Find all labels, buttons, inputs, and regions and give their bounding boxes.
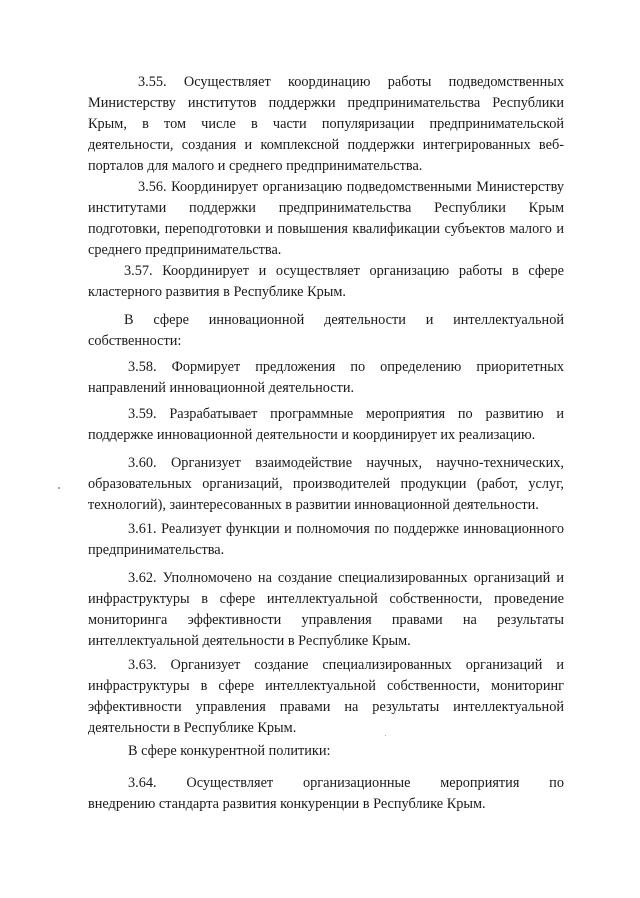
text-line: Министерству институтов поддержки предпринимательства Республики <box>88 95 564 111</box>
text-line: собственности: <box>88 333 182 349</box>
text-line: 3.61. Реализует функции и полномочия по поддержке инновационного <box>128 521 564 537</box>
text-line: 3.63. Организует создание специализированных организаций и <box>128 657 564 673</box>
paragraph-3-58 <box>88 357 564 399</box>
paragraph-3-59 <box>88 404 564 446</box>
text-line: поддержке инновационной деятельности и координирует их реализацию. <box>88 427 536 443</box>
text-line: В сфере конкурентной политики: <box>128 743 331 759</box>
text-line: 3.59. Разрабатывает программные мероприятия по развитию и <box>128 406 564 422</box>
paragraph-3-62 <box>88 568 564 652</box>
paragraph-3-63 <box>88 655 564 739</box>
section-heading-innovation <box>88 310 564 352</box>
text-line: направлений инновационной деятельности. <box>88 380 355 396</box>
text-line: деятельности, создания и комплексной поддержки интегрированных веб- <box>88 137 564 153</box>
text-line: деятельности в Республике Крым. <box>88 720 297 736</box>
section-heading-competition <box>88 741 564 762</box>
text-line: В сфере инновационной деятельности и интеллектуальной <box>124 312 564 328</box>
text-line: мониторинга эффективности управления правами на результаты <box>88 612 564 628</box>
text-line: 3.58. Формирует предложения по определению приоритетных <box>128 359 564 375</box>
text-line: 3.60. Организует взаимодействие научных, научно-технических, <box>128 455 564 471</box>
text-line: 3.56. Координирует организацию подведомственными Министерству <box>138 179 564 195</box>
text-line: предпринимательства. <box>88 542 225 558</box>
text-line: инфраструктуры в сфере интеллектуальной собственности, проведение <box>88 591 564 607</box>
text-line: 3.57. Координирует и осуществляет организацию работы в сфере <box>124 263 564 279</box>
text-line: подготовки, переподготовки и повышения квалификации субъектов малого и <box>88 221 564 237</box>
text-line: порталов для малого и среднего предпринимательства. <box>88 158 423 174</box>
paragraph-3-61 <box>88 519 564 561</box>
scan-speck <box>58 487 60 489</box>
paragraph-3-57 <box>88 261 564 303</box>
text-line: 3.62. Уполномочено на создание специализированных организаций и <box>128 570 564 586</box>
scan-speck <box>385 735 386 736</box>
text-line: технологий), заинтересованных в развитии инновационной деятельности. <box>88 497 539 513</box>
paragraph-3-56 <box>88 177 564 261</box>
text-line: Крым, в том числе в части популяризации предпринимательской <box>88 116 564 132</box>
text-line: эффективности управления правами на результаты интеллектуальной <box>88 699 564 715</box>
text-line: внедрению стандарта развития конкуренции в Республике Крым. <box>88 796 486 812</box>
text-line: 3.55. Осуществляет координацию работы подведомственных <box>138 74 564 90</box>
text-line: инфраструктуры в сфере интеллектуальной собственности, мониторинг <box>88 678 564 694</box>
paragraph-3-64 <box>88 773 564 815</box>
text-line: институтами поддержки предпринимательства Республики Крым <box>88 200 564 216</box>
paragraph-3-55 <box>88 72 564 177</box>
paragraph-3-60 <box>88 453 564 516</box>
text-line: образовательных организаций, производителей продукции (работ, услуг, <box>88 476 564 492</box>
text-line: 3.64. Осуществляет организационные мероприятия по <box>128 775 564 791</box>
text-line: кластерного развития в Республике Крым. <box>88 284 347 300</box>
text-line: интеллектуальной деятельности в Республике Крым. <box>88 633 411 649</box>
text-line: среднего предпринимательства. <box>88 242 282 258</box>
